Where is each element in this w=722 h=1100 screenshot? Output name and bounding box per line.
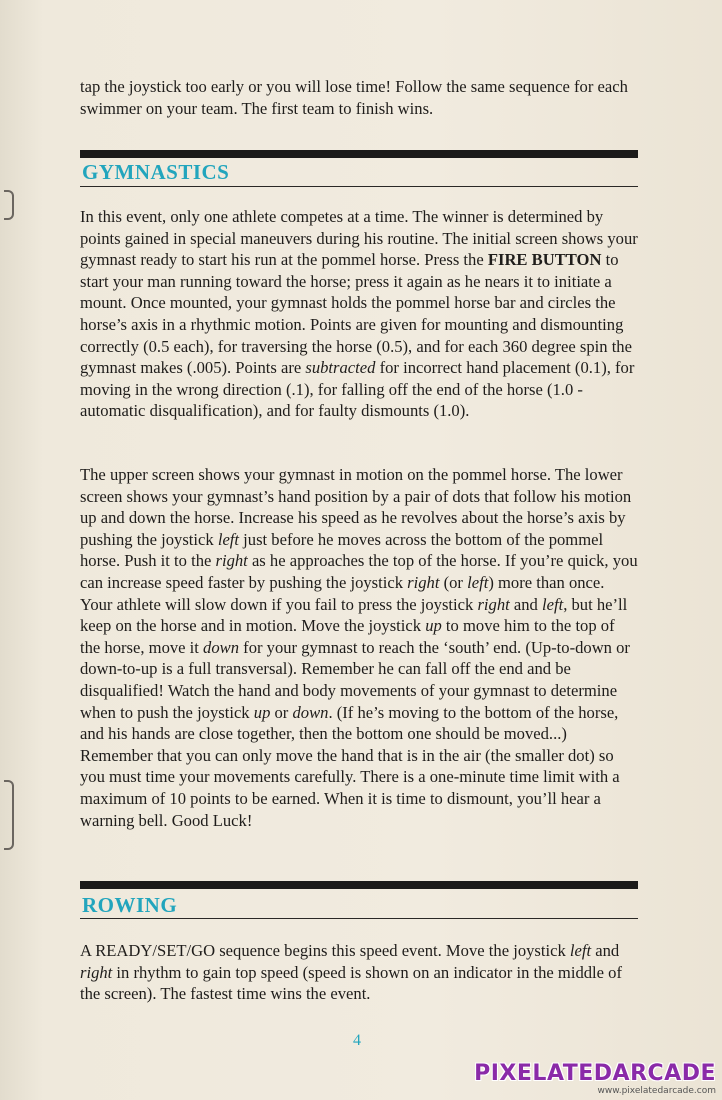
- emphasis: right: [477, 594, 510, 614]
- emphasis: up: [425, 616, 442, 636]
- text-run: in rhythm to gain top speed (speed is shown on an indicator in the middle of the screen). The fastest time wins the event.: [80, 962, 622, 1004]
- fire-button-label: FIRE BUTTON: [487, 250, 602, 270]
- rowing-section-rule: [80, 881, 638, 889]
- text-run: and: [509, 594, 542, 614]
- staple-top: [4, 190, 14, 220]
- emphasis: left: [217, 529, 240, 549]
- text-run: to start your man running toward the horse; press it again as he nears it to initiate a mount. Once mounted, your gymnast holds the pommel horse bar and circles the horse’s axis in a rhythmic motion. Points are given for mounting and dismounting correctly (0.5 each), for traversing the horse (0.5), and for each 360 degree spin the gymnast makes (.005). Points are: [80, 250, 632, 378]
- gymnastics-paragraph-1: [80, 206, 638, 422]
- watermark-url: www.pixelatedarcade.com: [597, 1086, 716, 1096]
- emphasis: down: [292, 702, 329, 722]
- emphasis: subtracted: [305, 358, 376, 378]
- text-run: or: [270, 702, 293, 722]
- text-run: In this event, only one athlete competes at a time. The winner is determined by points gained in special maneuvers during his routine. The initial screen shows your gymnast ready to start his run at the pommel horse. Press the: [80, 207, 638, 270]
- staple-bottom: [4, 780, 14, 850]
- emphasis: right: [80, 962, 113, 982]
- page-number: 4: [353, 1032, 361, 1049]
- gymnastics-heading: GYMNASTICS: [82, 160, 230, 184]
- text-run: and: [591, 941, 620, 960]
- text-run: to move him to the top of the horse, move it: [80, 616, 615, 657]
- gymnastics-paragraph-2: [80, 464, 638, 831]
- text-run: . (If he’s moving to the bottom of the horse, and his hands are close together, then the bottom one should be moved...) Remember that you can only move the hand that is in the air (the smaller dot) so you must time your movements carefully. There is a one-minute time limit with a maximum of 10 points to be earned. When it is time to dismount, you’ll hear a warning bell. Good Luck!: [80, 702, 620, 830]
- emphasis: left: [467, 572, 489, 592]
- emphasis: left: [542, 594, 564, 614]
- rowing-paragraph: [80, 940, 638, 1005]
- watermark: [474, 1062, 716, 1097]
- rowing-heading: ROWING: [82, 893, 178, 917]
- watermark-title: PIXELATEDARCADE: [474, 1061, 716, 1086]
- emphasis: down: [203, 637, 240, 657]
- text-run: for incorrect hand placement (0.1), for moving in the wrong direction (.1), for falling off the end of the horse (1.0 - automatic disqualification), and for faulty dismounts (1.0).: [80, 358, 635, 421]
- gymnastics-section-rule: [80, 150, 638, 158]
- text-run: , but he’ll keep on the horse and in motion. Move the joystick: [80, 594, 628, 636]
- intro-paragraph: tap the joystick too early or you will lose time! Follow the same sequence for each swimmer on your team. The first team to finish wins.: [80, 77, 628, 118]
- text-run: A READY/SET/GO sequence begins this speed event. Move the joystick: [80, 941, 570, 960]
- text-run: (or: [439, 572, 468, 592]
- text-run: just before he moves across the bottom of the pommel horse. Push it to the: [80, 529, 604, 571]
- emphasis: right: [215, 551, 248, 571]
- text-run: for your gymnast to reach the ‘south’ end. (Up-to-down or down-to-up is a full transversal). Remember he can fall off the end and be disqualified! Watch the hand and body movements of your gymnast to determine when to push the joystick: [80, 637, 630, 722]
- text-run: ) more than once. Your athlete will slow down if you fail to press the joystick: [80, 572, 605, 614]
- emphasis: left: [569, 941, 592, 960]
- rowing-heading-underline: [80, 918, 638, 919]
- emphasis: right: [407, 572, 440, 592]
- intro-text-block: [80, 76, 638, 119]
- emphasis: up: [253, 702, 271, 722]
- gymnastics-heading-underline: [80, 186, 638, 187]
- text-run: as he approaches the top of the horse. If you’re quick, you can increase speed faster by pushing the joystick: [80, 551, 638, 592]
- text-run: The upper screen shows your gymnast in motion on the pommel horse. The lower screen shows your gymnast’s hand position by a pair of dots that follow his motion up and down the horse. Increase his speed as he revolves about the horse’s axis by pushing the joystick: [80, 465, 632, 549]
